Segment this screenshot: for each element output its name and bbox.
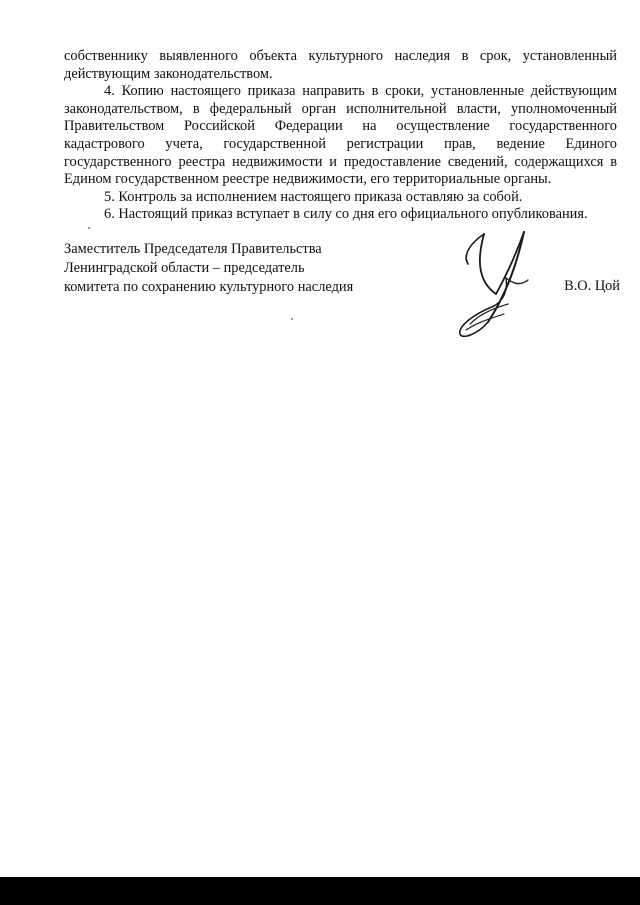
document-body	[64, 48, 617, 224]
signatory-position-line-1: Заместитель Председателя Правительства	[64, 241, 322, 257]
paragraph-continuation: собственнику выявленного объекта культурного наследия в срок, установленный действующим законодательством.	[64, 48, 617, 82]
scan-speck	[88, 227, 90, 229]
signatory-name: В.О. Цой	[564, 278, 620, 294]
signatory-position	[64, 240, 404, 297]
signatory-position-line-3: комитета по сохранению культурного наследия	[64, 279, 354, 295]
paragraph-item-5: 5. Контроль за исполнением настоящего приказа оставляю за собой.	[104, 188, 523, 205]
signatory-position-line-2: Ленинградской области – председатель	[64, 260, 305, 276]
scan-speck	[291, 318, 293, 320]
paragraph-item-6: 6. Настоящий приказ вступает в силу со дня его официального опубликования.	[104, 206, 588, 223]
handwritten-signature	[448, 228, 542, 342]
scan-bottom-edge	[0, 877, 640, 905]
paragraph-item-4: 4. Копию настоящего приказа направить в сроки, установленные действующим законодательством, в федеральный орган исполнительной власти, уполномоченный Правительством Российской Федерации на осуществление государственного кадастрового учета, государственной регистрации прав, ведение Единого государственного реестра недвижимости и предоставление сведений, содержащихся в Едином государственном реестре недвижимости, его территориальные органы.	[64, 83, 617, 188]
